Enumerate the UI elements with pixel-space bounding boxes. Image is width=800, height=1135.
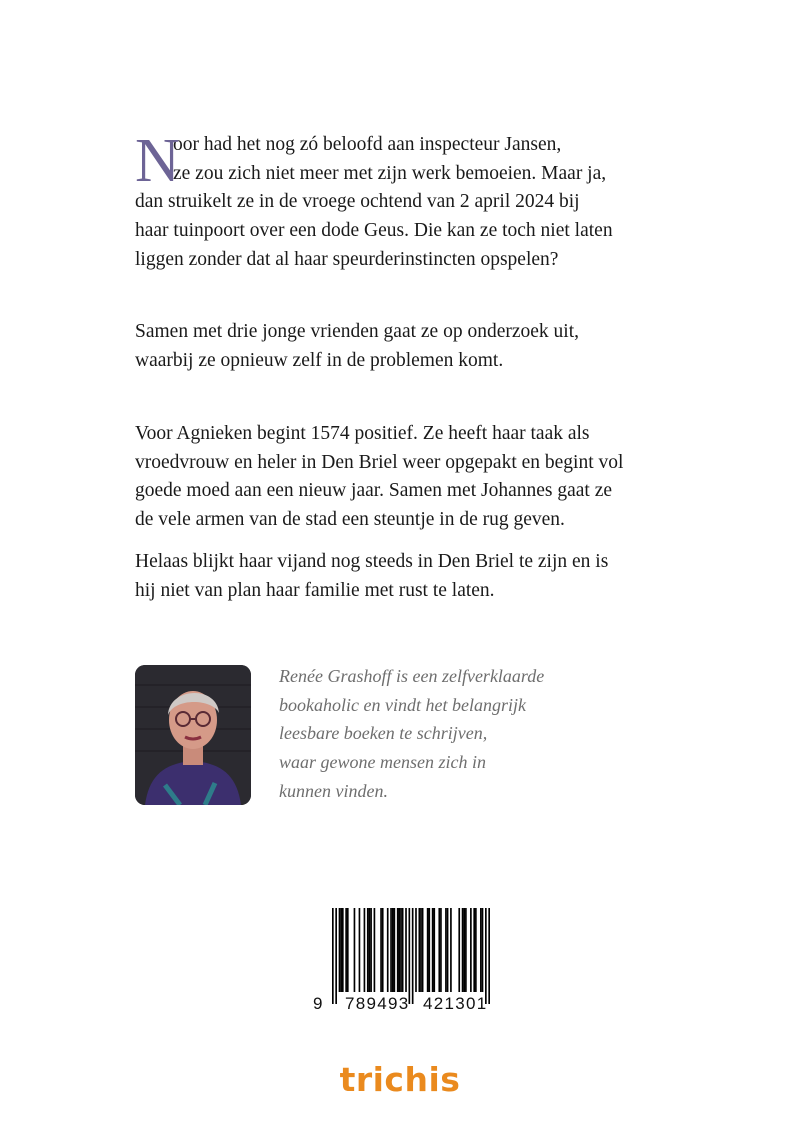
text-line: hij niet van plan haar familie met rust te laten. [135, 579, 495, 601]
author-photo [135, 665, 251, 805]
text-line: waarbij ze opnieuw zelf in de problemen komt. [135, 349, 504, 371]
barcode-right-digits: 421301 [423, 994, 488, 1013]
barcode-guard-bar [409, 908, 411, 1004]
barcode-bar [440, 908, 442, 992]
bio-line: waar gewone mensen zich in [279, 752, 486, 773]
barcode-bar [428, 908, 430, 992]
barcode-guard-bar [485, 908, 487, 1004]
text-line: dan struikelt ze in de vroege ochtend van 2 april 2024 bij [135, 191, 580, 213]
barcode-bar [342, 908, 344, 992]
barcode-bar [370, 908, 372, 992]
barcode-bar [347, 908, 349, 992]
barcode-bar [405, 908, 407, 992]
barcode-bar [367, 908, 369, 992]
text-line: oor had het nog zó beloofd aan inspecteur Jansen, [173, 134, 562, 155]
barcode-guard-bar [488, 908, 490, 1004]
barcode-guard-bar [332, 908, 334, 1004]
barcode-bar [420, 908, 422, 992]
barcode-bar [480, 908, 482, 992]
barcode-bar [399, 908, 401, 992]
barcode-bar [387, 908, 389, 992]
barcode-bar [427, 908, 429, 992]
text-line: ze zou zich niet meer met zijn werk bemoeien. Maar ja, [173, 162, 607, 184]
barcode-bar [339, 908, 341, 992]
barcode-bar [364, 908, 366, 992]
barcode-guard-bar [412, 908, 414, 1004]
publisher-logo: trichis [339, 1060, 461, 1099]
text-line: liggen zonder dat al haar speurderinstincten opspelen? [135, 248, 559, 270]
barcode-bar [345, 908, 347, 992]
barcode-bar [438, 908, 440, 992]
bio-line: kunnen vinden. [279, 780, 388, 801]
barcode-bar [432, 908, 434, 992]
barcode-bar [374, 908, 376, 992]
bio-line: leesbare boeken te schrijven, [279, 723, 488, 744]
blurb-paragraph-4 [135, 548, 608, 605]
barcode-bar [475, 908, 477, 992]
drop-cap: N [135, 127, 180, 195]
blurb-paragraph-3 [135, 420, 623, 535]
blurb-paragraph-2 [135, 318, 579, 375]
barcode-bar [392, 908, 394, 992]
barcode-bar [382, 908, 384, 992]
text-line: Helaas blijkt haar vijand nog steeds in Den Briel te zijn en is [135, 551, 609, 572]
barcode-guard-bar [335, 908, 337, 1004]
blurb-paragraph-1 [135, 127, 613, 275]
text-line: vroedvrouw en heler in Den Briel weer opgepakt en begint vol [135, 451, 624, 473]
barcode-bar [402, 908, 404, 992]
barcode-bar [463, 908, 465, 992]
barcode-first-digit: 9 [313, 994, 323, 1013]
barcode-bar [422, 908, 424, 992]
barcode-bar [482, 908, 484, 992]
barcode-bar [354, 908, 356, 992]
barcode-bar [465, 908, 467, 992]
barcode-bar [458, 908, 460, 992]
author-portrait-image [135, 665, 251, 805]
text-line: Voor Agnieken begint 1574 positief. Ze heeft haar taak als [135, 423, 590, 444]
barcode-left-digits: 789493 [345, 994, 410, 1013]
barcode-bar [445, 908, 447, 992]
barcode-bar [340, 908, 342, 992]
barcode-bar [450, 908, 452, 992]
isbn-barcode [332, 908, 490, 1004]
bio-line: bookaholic en vindt het belangrijk [279, 694, 526, 715]
barcode-bar [470, 908, 472, 992]
barcode-bar [447, 908, 449, 992]
bio-line: Renée Grashoff is een zelfverklaarde [279, 666, 545, 686]
text-line: goede moed aan een nieuw jaar. Samen met Johannes gaat ze [135, 480, 613, 502]
barcode-bar [397, 908, 399, 992]
barcode-bar [359, 908, 361, 992]
barcode-bar [418, 908, 420, 992]
barcode-bar [394, 908, 396, 992]
barcode-bar [390, 908, 392, 992]
barcode-bar [415, 908, 417, 992]
barcode-bar [400, 908, 402, 992]
barcode-bar [433, 908, 435, 992]
author-bio [279, 662, 544, 806]
text-line: Samen met drie jonge vrienden gaat ze op onderzoek uit, [135, 321, 580, 342]
barcode-bar [473, 908, 475, 992]
barcode-bar [369, 908, 371, 992]
text-line: haar tuinpoort over een dode Geus. Die kan ze toch niet laten [135, 220, 613, 242]
text-line: de vele armen van de stad een steuntje in de rug geven. [135, 509, 565, 531]
barcode-bar [380, 908, 382, 992]
barcode-bar [462, 908, 464, 992]
